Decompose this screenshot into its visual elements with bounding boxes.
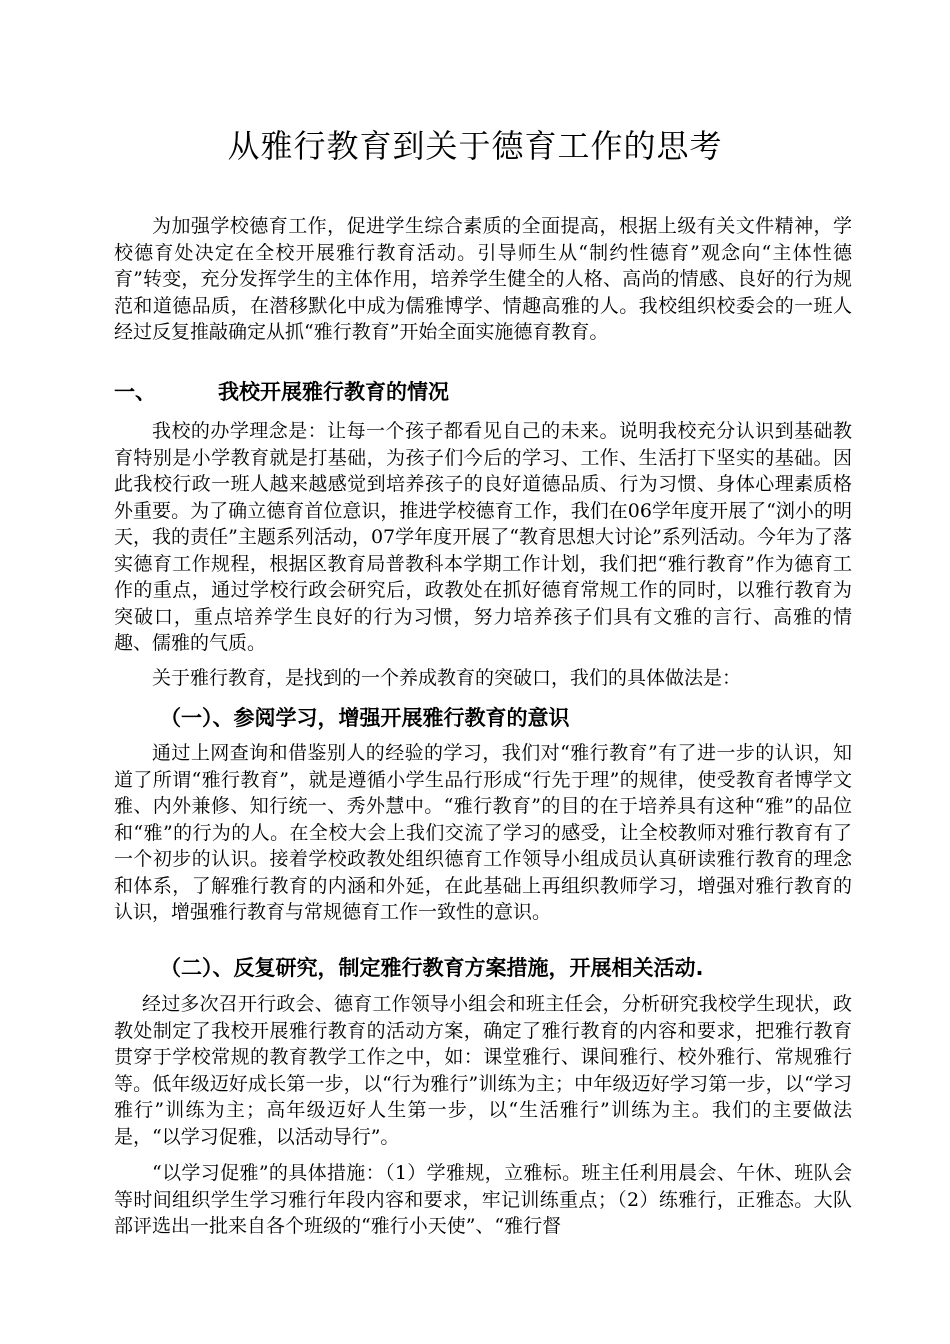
subsection-1-paragraph: 通过上网查询和借鉴别人的经验的学习，我们对“雅行教育”有了进一步的认识，知道了所谓“雅行教育”，就是遵循小学生品行形成“行先于理”的规律，使受教育者博学文雅、内外兼修、知行统一、秀外慧中。“雅行教育”的目的在于培养具有这种“雅”的品位和“雅”的行为的人。在全校大会上我们交流了学习的感受，让全校教师对雅行教育有了一个初步的认识。接着学校政教处组织德育工作领导小组成员认真研读雅行教育的理念和体系，了解雅行教育的内涵和外延，在此基础上再组织教师学习，增强对雅行教育的认识，增强雅行教育与常规德育工作一致性的意识。: [114, 742, 852, 923]
subsection-1-heading: （一）、参阅学习，增强开展雅行教育的意识: [160, 706, 570, 730]
section-1-number: 一、: [114, 380, 156, 404]
subsection-2-paragraph-1: 经过多次召开行政会、德育工作领导小组会和班主任会，分析研究我校学生现状，政教处制定了我校开展雅行教育的活动方案，确定了雅行教育的内容和要求，把雅行教育贯穿于学校常规的教育教学工作之中，如：课堂雅行、课间雅行、校外雅行、常规雅行等。低年级迈好成长第一步，以“行为雅行”训练为主；中年级迈好学习第一步，以“学习雅行”训练为主；高年级迈好人生第一步，以“生活雅行”训练为主。我们的主要做法是，“以学习促雅，以活动导行”。: [114, 993, 852, 1148]
section-1-title: 我校开展雅行教育的情况: [218, 380, 449, 404]
intro-paragraph: 为加强学校德育工作，促进学生综合素质的全面提高，根据上级有关文件精神，学校德育处决定在全校开展雅行教育活动。引导师生从“制约性德育”观念向“主体性德育”转变，充分发挥学生的主体作用，培养学生健全的人格、高尚的情感、良好的行为规范和道德品质，在潜移默化中成为儒雅博学、情趣高雅的人。我校组织校委会的一班人经过反复推敲确定从抓“雅行教育”开始全面实施德育教育。: [114, 215, 852, 343]
subsection-2-paragraph-2: “以学习促雅”的具体措施：（1）学雅规，立雅标。班主任利用晨会、午休、班队会等时间组织学生学习雅行年段内容和要求，牢记训练重点；（2）练雅行，正雅态。大队部评选出一批来自各个班级的“雅行小天使”、“雅行督: [114, 1162, 852, 1237]
section-1-heading: [114, 377, 852, 407]
subsection-2-heading: （二）、反复研究，制定雅行教育方案措施，开展相关活动.: [160, 956, 704, 980]
document-title: 从雅行教育到关于德育工作的思考: [227, 127, 723, 165]
section-1-paragraph-1: 我校的办学理念是：让每一个孩子都看见自己的未来。说明我校充分认识到基础教育特别是小学教育就是打基础，为孩子们今后的学习、工作、生活打下坚实的基础。因此我校行政一班人越来越感觉到培养孩子的良好道德品质、行为习惯、身体心理素质格外重要。为了确立德育首位意识，推进学校德育工作，我们在06学年度开展了“浏小的明天，我的责任”主题系列活动，07学年度开展了“教育思想大讨论”系列活动。今年为了落实德育工作规程，根据区教育局普教科本学期工作计划，我们把“雅行教育”作为德育工作的重点，通过学校行政会研究后，政教处在抓好德育常规工作的同时，以雅行教育为突破口，重点培养学生良好的行为习惯，努力培养孩子们具有文雅的言行、高雅的情趣、儒雅的气质。: [114, 420, 852, 654]
section-1-paragraph-2: 关于雅行教育，是找到的一个养成教育的突破口，我们的具体做法是：: [152, 667, 742, 689]
